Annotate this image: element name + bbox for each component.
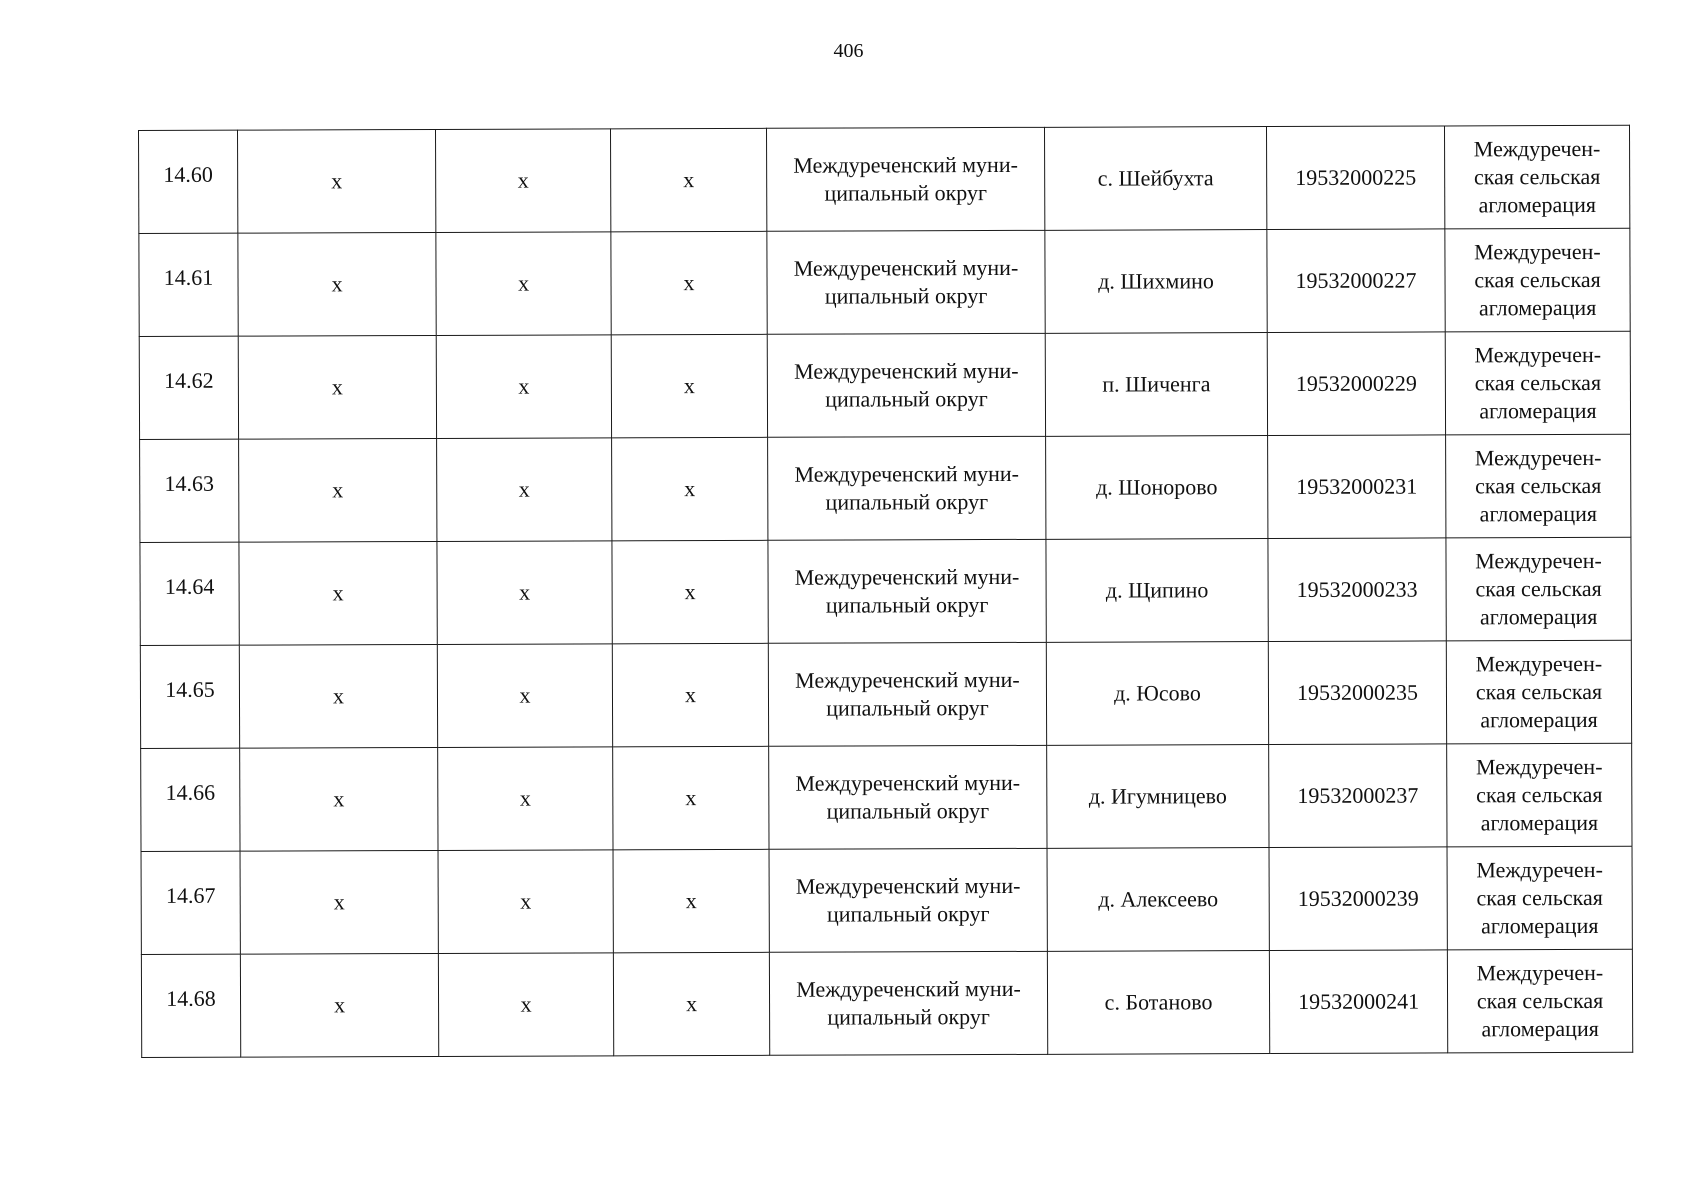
agglomeration-line: Междуречен- [1475, 753, 1603, 780]
mark-cell-3: x [613, 746, 769, 850]
agglomeration-line: агломерация [1478, 294, 1597, 321]
municipal-district-line: Междуреченский муни- [795, 872, 1021, 899]
mark-cell-3: x [612, 643, 768, 747]
agglomeration-line: Междуречен- [1476, 959, 1604, 986]
table-row [141, 846, 1632, 954]
settlement-name-cell: п. Шиченга [1045, 333, 1267, 437]
mark-cell-1: x [239, 541, 437, 645]
oktmo-code-cell: 19532000231 [1268, 435, 1446, 539]
municipal-district-line: Междуреченский муни- [794, 357, 1019, 384]
municipal-district-line: Междуреченский муни- [796, 975, 1021, 1002]
agglomeration-line: ская сельская [1476, 987, 1604, 1014]
agglomeration-line: ская сельская [1475, 678, 1603, 705]
mark-cell-3: x [611, 231, 767, 335]
agglomeration-line: агломерация [1480, 706, 1598, 733]
mark-cell-1: x [239, 438, 437, 542]
agglomeration-line: Междуречен- [1475, 547, 1602, 574]
settlement-name-cell: д. Юсово [1046, 642, 1268, 746]
oktmo-code-cell: 19532000225 [1266, 126, 1444, 230]
row-number-cell: 14.67 [141, 851, 240, 954]
municipal-district-cell [766, 127, 1044, 231]
agglomeration-cell [1446, 434, 1631, 538]
municipal-district-line: ципальный округ [826, 901, 990, 927]
agglomeration-line: ская сельская [1474, 266, 1601, 293]
mark-cell-3: x [611, 334, 767, 438]
agglomeration-line: Междуречен- [1474, 238, 1601, 265]
oktmo-code-cell: 19532000235 [1268, 641, 1446, 745]
agglomeration-line: агломерация [1481, 1015, 1599, 1042]
municipal-district-line: ципальный округ [826, 798, 990, 824]
mark-cell-1: x [238, 129, 436, 233]
agglomeration-line: агломерация [1479, 500, 1598, 527]
mark-cell-1: x [238, 232, 436, 336]
oktmo-code-cell: 19532000237 [1269, 744, 1447, 848]
oktmo-code-cell: 19532000229 [1267, 332, 1445, 436]
oktmo-code-cell: 19532000227 [1267, 229, 1445, 333]
mark-cell-2: x [436, 335, 611, 439]
municipal-district-line: ципальный округ [824, 283, 988, 309]
municipal-district-line: ципальный округ [824, 180, 988, 206]
agglomeration-line: агломерация [1480, 809, 1599, 836]
municipal-district-line: ципальный округ [827, 1004, 990, 1030]
mark-cell-2: x [436, 232, 611, 336]
municipal-district-cell [767, 333, 1045, 437]
agglomeration-line: ская сельская [1475, 575, 1602, 602]
table-row [139, 331, 1630, 439]
settlement-name-cell: д. Игумницево [1047, 745, 1269, 849]
agglomeration-cell [1447, 949, 1632, 1053]
table-row [141, 743, 1632, 851]
mark-cell-1: x [240, 747, 438, 851]
mark-cell-2: x [437, 438, 612, 542]
mark-cell-3: x [610, 128, 766, 232]
municipal-district-cell [768, 436, 1046, 540]
agglomeration-cell [1447, 846, 1632, 950]
settlement-name-cell: д. Щипино [1046, 539, 1268, 643]
agglomeration-cell [1446, 640, 1631, 744]
row-number-cell: 14.65 [140, 645, 239, 748]
agglomeration-cell [1445, 228, 1630, 332]
mark-cell-3: x [612, 437, 768, 541]
agglomeration-cell [1446, 537, 1631, 641]
mark-cell-3: x [613, 952, 769, 1056]
municipal-district-line: ципальный округ [825, 592, 989, 618]
settlements-table-wrapper [138, 125, 1633, 1058]
municipal-district-cell [768, 642, 1046, 746]
table-row [139, 125, 1630, 233]
table-row [140, 537, 1631, 645]
municipal-district-cell [769, 848, 1047, 952]
mark-cell-2: x [438, 850, 613, 954]
agglomeration-line: Междуречен- [1473, 135, 1601, 162]
table-body [139, 125, 1633, 1057]
mark-cell-3: x [612, 540, 768, 644]
mark-cell-2: x [437, 541, 612, 645]
agglomeration-line: ская сельская [1476, 781, 1603, 808]
municipal-district-line: Междуреченский муни- [795, 769, 1021, 796]
settlement-name-cell: д. Алексеево [1047, 848, 1269, 952]
municipal-district-line: ципальный округ [825, 386, 988, 412]
agglomeration-line: Междуречен- [1475, 650, 1603, 677]
agglomeration-line: ская сельская [1475, 472, 1602, 499]
mark-cell-2: x [438, 953, 613, 1057]
settlement-name-cell: с. Ботаново [1047, 951, 1269, 1055]
mark-cell-2: x [438, 747, 613, 851]
mark-cell-3: x [613, 849, 769, 953]
row-number-cell: 14.64 [140, 542, 239, 645]
municipal-district-cell [768, 539, 1046, 643]
settlement-name-cell: д. Шихмино [1045, 230, 1267, 334]
table-row [139, 228, 1630, 336]
agglomeration-line: ская сельская [1476, 884, 1603, 911]
mark-cell-1: x [240, 850, 438, 954]
row-number-cell: 14.62 [139, 336, 238, 439]
mark-cell-2: x [435, 129, 610, 233]
municipal-district-line: Междуреченский муни- [795, 666, 1020, 693]
page-number: 406 [833, 40, 864, 62]
table-row [140, 434, 1631, 542]
settlements-table [138, 125, 1633, 1058]
municipal-district-cell [769, 951, 1047, 1055]
table-row [140, 640, 1631, 748]
table-row [141, 949, 1632, 1057]
row-number-cell: 14.63 [140, 439, 239, 542]
row-number-cell: 14.61 [139, 233, 238, 336]
municipal-district-line: Междуреченский муни- [794, 460, 1020, 487]
agglomeration-line: агломерация [1481, 912, 1599, 939]
agglomeration-cell [1447, 743, 1632, 847]
municipal-district-line: Междуреченский муни- [793, 254, 1019, 281]
row-number-cell: 14.60 [139, 130, 238, 233]
agglomeration-cell [1444, 125, 1629, 229]
agglomeration-cell [1445, 331, 1630, 435]
settlement-name-cell: с. Шейбухта [1044, 127, 1266, 231]
mark-cell-1: x [240, 953, 438, 1057]
municipal-district-line: Междуреченский муни- [794, 563, 1020, 590]
agglomeration-line: Междуречен- [1476, 856, 1603, 883]
agglomeration-line: агломерация [1479, 603, 1598, 630]
municipal-district-line: ципальный округ [826, 695, 989, 721]
oktmo-code-cell: 19532000241 [1269, 950, 1447, 1054]
oktmo-code-cell: 19532000233 [1268, 538, 1446, 642]
municipal-district-line: ципальный округ [825, 489, 989, 515]
agglomeration-line: ская сельская [1473, 163, 1601, 190]
agglomeration-line: агломерация [1479, 397, 1597, 424]
agglomeration-line: Междуречен- [1474, 341, 1602, 368]
agglomeration-line: агломерация [1478, 191, 1596, 218]
municipal-district-cell [767, 230, 1045, 334]
row-number-cell: 14.66 [141, 748, 240, 851]
agglomeration-line: Междуречен- [1474, 444, 1602, 471]
mark-cell-2: x [437, 644, 612, 748]
municipal-district-line: Междуреченский муни- [793, 151, 1018, 178]
mark-cell-1: x [239, 644, 437, 748]
oktmo-code-cell: 19532000239 [1269, 847, 1447, 951]
mark-cell-1: x [238, 335, 436, 439]
row-number-cell: 14.68 [141, 954, 240, 1057]
agglomeration-line: ская сельская [1474, 369, 1602, 396]
municipal-district-cell [769, 745, 1047, 849]
settlement-name-cell: д. Шонорово [1046, 436, 1268, 540]
